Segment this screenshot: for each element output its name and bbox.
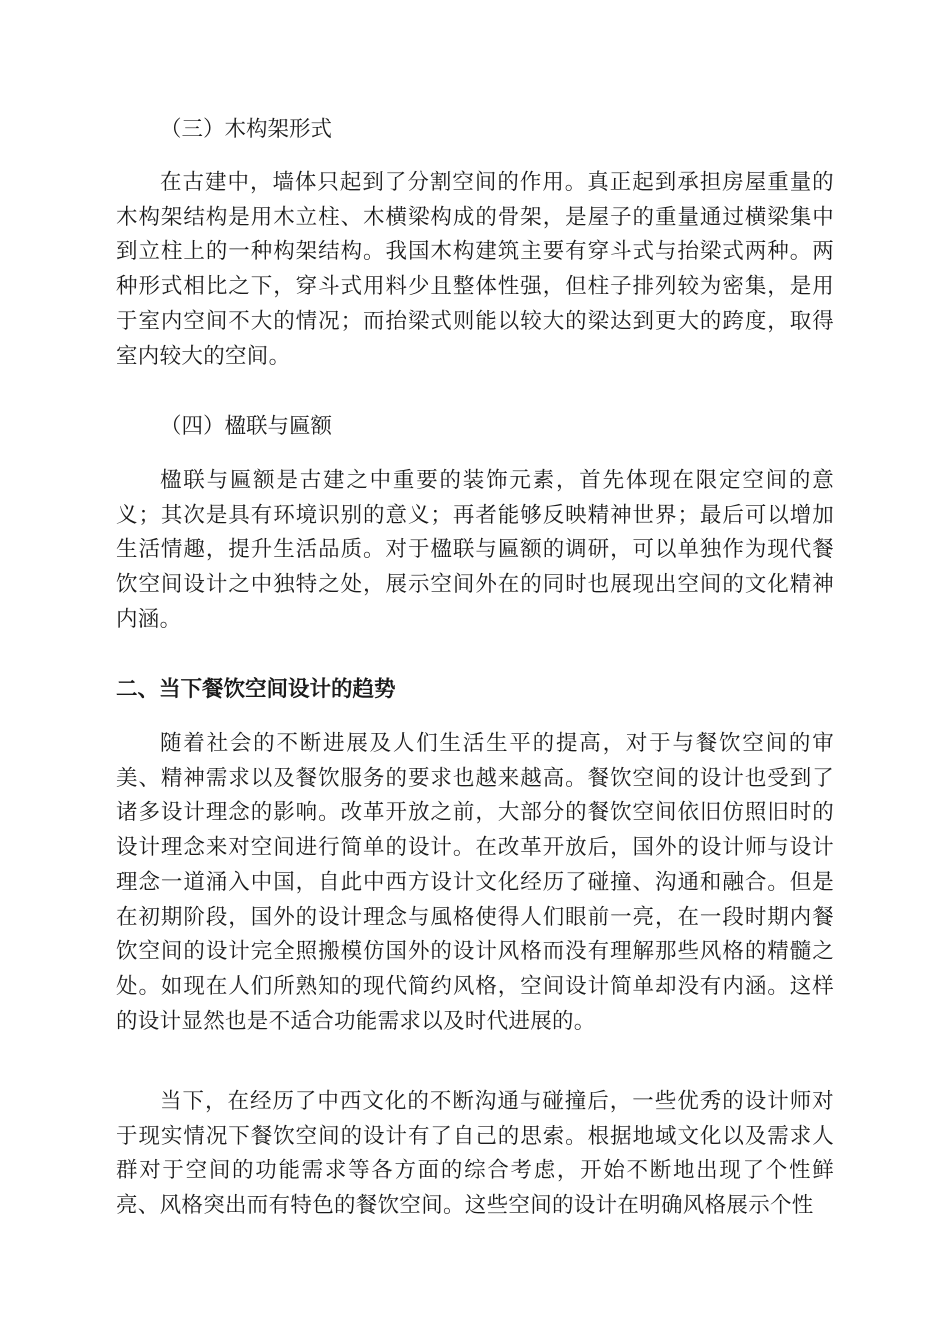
- section-heading-trends: 二、当下餐饮空间设计的趋势: [116, 677, 396, 702]
- paragraph-couplets-plaques: 楹联与匾额是古建之中重要的装饰元素，首先体现在限定空间的意义；其次是具有环境识别的意义；再者能够反映精神世界；最后可以增加生活情趣，提升生活品质。对于楹联与匾额的调研，可以单独作为现代餐饮空间设计之中独特之处，展示空间外在的同时也展现出空间的文化精神内涵。: [116, 468, 834, 632]
- paragraph-wood-frame: 在古建中，墙体只起到了分割空间的作用。真正起到承担房屋重量的木构架结构是用木立柱、木横梁构成的骨架，是屋子的重量通过横梁集中到立柱上的一种构架结构。我国木构建筑主要有穿斗式与抬梁式两种。两种形式相比之下，穿斗式用料少且整体性强，但柱子排列较为密集，是用于室内空间不大的情况；而抬梁式则能以较大的梁达到更大的跨度，取得室内较大的空间。: [116, 170, 834, 369]
- subheading-couplets-plaques: （四）楹联与匾额: [160, 414, 333, 439]
- subheading-wood-frame: （三）木构架形式: [160, 117, 333, 142]
- paragraph-trends-current: 当下，在经历了中西文化的不断沟通与碰撞后，一些优秀的设计师对于现实情况下餐饮空间的设计有了自己的思索。根据地域文化以及需求人群对于空间的功能需求等各方面的综合考虑，开始不断地出现了个性鲜亮、风格突出而有特色的餐饮空间。这些空间的设计在明确风格展示个性: [116, 1089, 834, 1219]
- paragraph-trends-history: 随着社会的不断进展及人们生活生平的提高，对于与餐饮空间的审美、精神需求以及餐饮服务的要求也越来越高。餐饮空间的设计也受到了诸多设计理念的影响。改革开放之前，大部分的餐饮空间依旧仿照旧时的设计理念来对空间进行简单的设计。在改革开放后，国外的设计师与设计理念一道涌入中国，自此中西方设计文化经历了碰撞、沟通和融合。但是在初期阶段，国外的设计理念与風格使得人们眼前一亮，在一段时期内餐饮空间的设计完全照搬模仿国外的设计风格而没有理解那些风格的精髓之处。如现在人们所熟知的现代简约风格，空间设计简单却没有内涵。这样的设计显然也是不适合功能需求以及时代进展的。: [116, 731, 834, 1034]
